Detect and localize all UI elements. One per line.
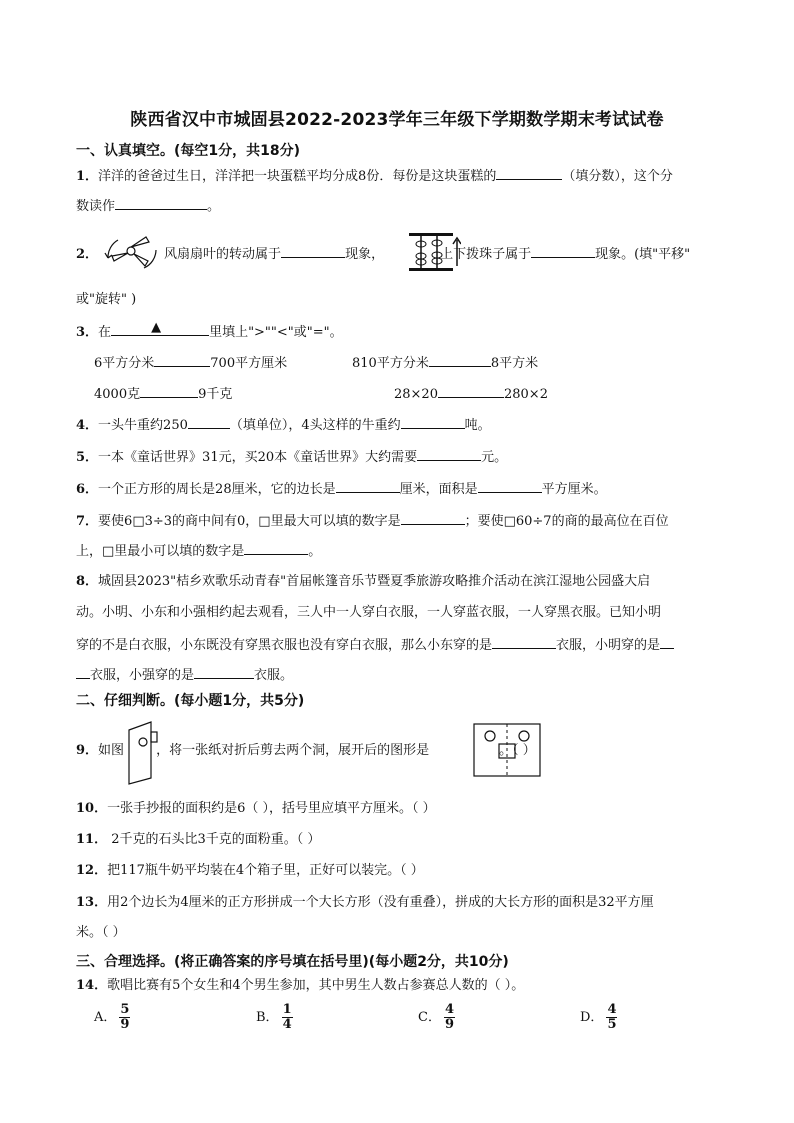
answer-blank[interactable] — [244, 541, 308, 555]
question-9-number: 9． — [76, 743, 99, 758]
option-label: D． — [580, 1010, 604, 1025]
compare-blank[interactable] — [140, 384, 198, 398]
answer-blank-continued[interactable] — [76, 665, 90, 679]
question-4-text-c: 吨。 — [464, 418, 491, 433]
option-a[interactable] — [94, 1003, 130, 1032]
option-b[interactable] — [256, 1003, 293, 1032]
question-3-row-1 — [94, 353, 287, 373]
question-14 — [76, 977, 524, 995]
answer-blank[interactable] — [401, 511, 465, 525]
question-8-text-d: 衣服，小明穿的是 — [556, 638, 661, 653]
question-8-text-a: 城固县2023"桔乡欢歌乐动青春"首届帐篷音乐节暨夏季旅游攻略推介活动在滨江湿地公园盛大启 — [98, 574, 651, 589]
question-12-text: 把117瓶牛奶平均装在4个箱子里，正好可以装完。（ ） — [107, 863, 424, 878]
option-c[interactable] — [418, 1003, 455, 1032]
compare-item: 700平方厘米 — [210, 356, 288, 371]
question-7-text-c: 上，□里最小可以填的数字是 — [76, 544, 245, 559]
fraction-numerator: 5 — [120, 1002, 130, 1017]
question-9-text-b: ，将一张纸对折后剪去两个洞，展开后的图形是 — [156, 743, 430, 758]
option-d[interactable] — [580, 1003, 617, 1032]
compare-item: 28×20 — [394, 387, 438, 402]
question-2-line-1 — [76, 244, 690, 264]
question-8-line-4 — [76, 665, 293, 685]
answer-blank[interactable] — [496, 166, 562, 180]
option-label: A． — [94, 1010, 117, 1025]
question-1-text-c: 数读作 — [76, 199, 116, 214]
question-5 — [76, 447, 507, 467]
section-2-heading: 二、仔细判断。(每小题1分，共5分) — [76, 693, 305, 709]
question-7-text-a: 要使6□3÷3的商中间有0，□里最大可以填的数字是 — [98, 514, 401, 529]
question-3-text-a: 在 — [98, 325, 112, 340]
option-fraction — [606, 1003, 617, 1032]
question-2-text-b: 现象， — [345, 247, 385, 262]
question-2-number: 2． — [76, 247, 99, 262]
question-6-text-b: 厘米，面积是 — [399, 482, 478, 497]
question-13-line-1 — [76, 894, 654, 912]
question-7-line-1 — [76, 511, 669, 531]
question-6-text-c: 平方厘米。 — [541, 482, 607, 497]
question-14-number: 14． — [76, 978, 108, 993]
option-label: B． — [256, 1010, 279, 1025]
question-10-number: 10． — [76, 801, 108, 816]
compare-item: 810平方分米 — [352, 356, 429, 371]
compare-item: 6平方分米 — [94, 356, 155, 371]
question-9-text-c: 。（ ） — [499, 743, 536, 758]
fan-icon — [100, 228, 162, 274]
question-1-line-2 — [76, 196, 220, 216]
compare-blank[interactable] — [429, 353, 491, 367]
fraction-numerator: 4 — [607, 1002, 617, 1017]
question-5-text-a: 一本《童话世界》31元，买20本《童话世界》大约需要 — [98, 450, 418, 465]
answer-blank[interactable] — [401, 415, 465, 429]
question-2-text-d: 现象。(填"平移" — [595, 247, 691, 262]
fraction-denominator: 9 — [120, 1017, 130, 1032]
question-13-text-a: 用2个边长为4厘米的正方形拼成一个大长方形（没有重叠），拼成的大长方形的面积是32平方厘 — [107, 895, 654, 910]
answer-blank[interactable] — [336, 479, 400, 493]
question-3-number: 3． — [76, 325, 99, 340]
question-2-text-c: 上下拨珠子属于 — [440, 247, 532, 262]
question-8-text-c: 穿的不是白衣服，小东既没有穿黑衣服也没有穿白衣服，那么小东穿的是 — [76, 638, 493, 653]
option-fraction — [282, 1003, 293, 1032]
fraction-denominator: 9 — [444, 1017, 454, 1032]
answer-blank[interactable] — [281, 244, 345, 258]
answer-blank[interactable] — [492, 635, 556, 649]
section-1-heading: 一、认真填空。(每空1分，共18分) — [76, 143, 301, 159]
fraction-numerator: 1 — [282, 1002, 292, 1017]
option-fraction — [119, 1003, 130, 1032]
question-8-line-3 — [76, 635, 674, 655]
fraction-denominator: 4 — [282, 1017, 292, 1032]
question-10-text: 一张手抄报的面积约是6（ ），括号里应填平方厘米。（ ） — [107, 801, 436, 816]
question-3-row-2 — [94, 384, 232, 404]
question-2-text-e: 或"旋转" ) — [76, 292, 137, 307]
answer-blank[interactable] — [478, 479, 542, 493]
question-13-line-2 — [76, 924, 126, 942]
question-2-line-2 — [76, 291, 136, 309]
question-4 — [76, 415, 491, 435]
answer-blank[interactable] — [531, 244, 595, 258]
answer-blank[interactable] — [115, 196, 207, 210]
question-6-text-a: 一个正方形的周长是28厘米，它的边长是 — [98, 482, 336, 497]
compare-item: 8平方米 — [490, 356, 539, 371]
question-1-line-1 — [76, 166, 673, 186]
question-2-text-a: 风扇扇叶的转动属于 — [164, 247, 282, 262]
question-3-text-b: 里填上">""<"或"="。 — [209, 325, 343, 340]
question-11-number: 11． — [76, 832, 108, 847]
question-8-line-1 — [76, 573, 650, 591]
question-8-line-2 — [76, 604, 661, 622]
question-3-row-1-right — [352, 353, 538, 373]
answer-blank — [111, 322, 209, 336]
fraction-denominator: 5 — [607, 1017, 617, 1032]
abacus-icon — [407, 230, 461, 274]
question-7-text-d: 。 — [308, 544, 322, 559]
question-10 — [76, 800, 436, 818]
question-8-text-f: 衣服。 — [254, 668, 294, 683]
question-4-text-a: 一头牛重约250 — [98, 418, 188, 433]
page-title: 陕西省汉中市城固县2022-2023学年三年级下学期数学期末考试试卷 — [130, 110, 664, 130]
question-14-text: 歌唱比赛有5个女生和4个男生参加，其中男生人数占参赛总人数的（ ）。 — [107, 978, 525, 993]
question-6-number: 6． — [76, 482, 99, 497]
question-1-text-b: （填分数），这个分 — [562, 169, 673, 184]
unfolded-paper-icon — [472, 722, 546, 778]
compare-blank[interactable] — [154, 353, 210, 367]
fraction-numerator: 4 — [444, 1002, 454, 1017]
answer-blank[interactable] — [188, 415, 230, 429]
question-8-number: 8． — [76, 574, 99, 589]
compare-item: 280×2 — [503, 387, 548, 402]
option-label: C． — [418, 1010, 441, 1025]
triangle-icon: ▲ — [151, 320, 162, 335]
question-12 — [76, 862, 424, 880]
section-3-heading: 三、合理选择。(将正确答案的序号填在括号里)(每小题2分，共10分) — [76, 954, 509, 970]
question-1-number: 1． — [76, 169, 99, 184]
question-13-number: 13． — [76, 895, 108, 910]
answer-blank[interactable] — [660, 635, 674, 649]
question-11-text: 2千克的石头比3千克的面粉重。（ ） — [107, 832, 321, 847]
question-13-text-b: 米。（ ） — [76, 925, 126, 940]
question-5-text-b: 元。 — [481, 450, 508, 465]
question-1-text: 洋洋的爸爸过生日，洋洋把一块蛋糕平均分成8份．每份是这块蛋糕的 — [98, 169, 497, 184]
question-7-text-b: ；要使□60÷7的商的最高位在百位 — [464, 514, 669, 529]
question-5-number: 5． — [76, 450, 99, 465]
question-11 — [76, 831, 320, 849]
question-7-line-2 — [76, 541, 321, 561]
option-fraction — [444, 1003, 455, 1032]
question-4-number: 4． — [76, 418, 99, 433]
compare-item: 9千克 — [198, 387, 233, 402]
question-12-number: 12． — [76, 863, 108, 878]
answer-blank[interactable] — [194, 665, 254, 679]
question-3-line-1 — [76, 322, 343, 342]
question-4-text-b: （填单位），4头这样的牛重约 — [229, 418, 401, 433]
answer-blank[interactable] — [417, 447, 481, 461]
question-8-text-b: 动。小明、小东和小强相约起去观看，三人中一人穿白衣服，一人穿蓝衣服，一人穿黑衣服。已知小明 — [76, 605, 662, 620]
question-8-text-e: 衣服，小强穿的是 — [90, 668, 195, 683]
folded-paper-icon — [125, 718, 159, 786]
compare-blank[interactable] — [438, 384, 504, 398]
question-7-number: 7． — [76, 514, 99, 529]
question-6 — [76, 479, 607, 499]
question-3-row-2-right — [394, 384, 548, 404]
question-1-text-d: 。 — [207, 199, 221, 214]
compare-item: 4000克 — [94, 387, 141, 402]
question-9-text-a: 如图 — [98, 743, 125, 758]
